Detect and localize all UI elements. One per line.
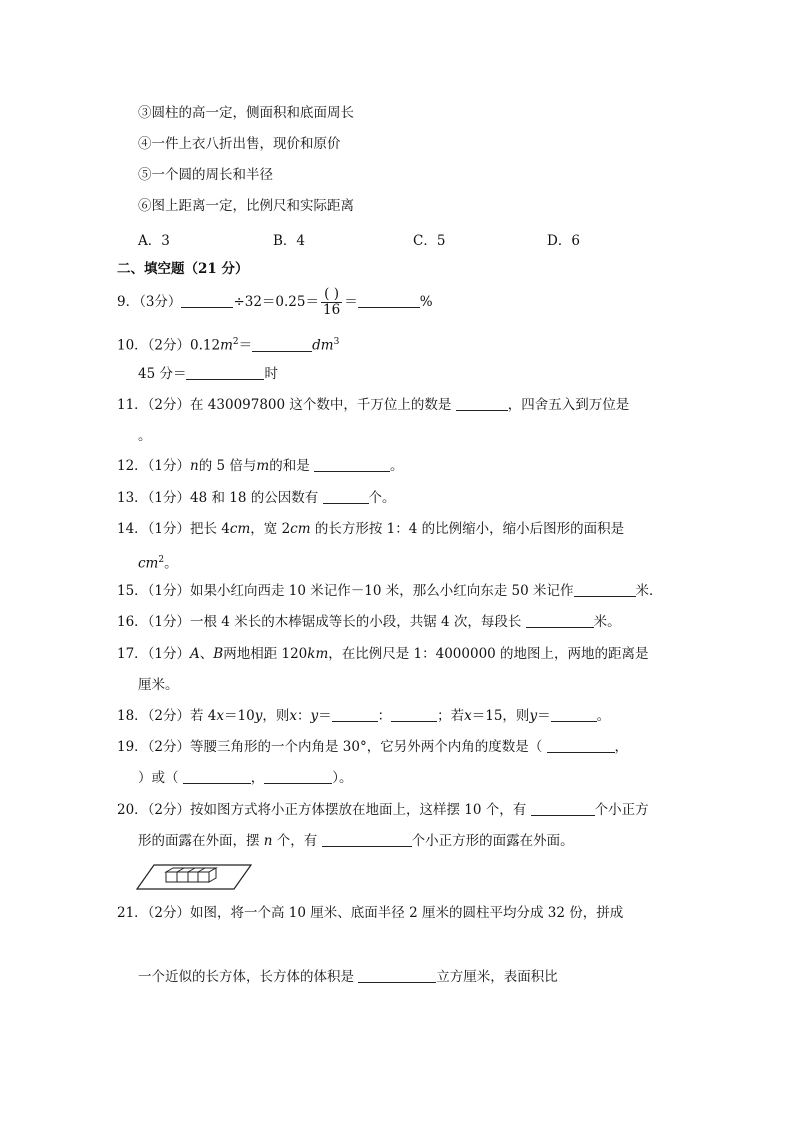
question-10 [117,333,339,355]
q17-sep: 、 [199,646,214,662]
q9-percent: % [419,294,433,310]
choice-a: A．3 [138,233,170,249]
q14-unit-cm-1: cm [229,521,251,537]
q18-colon-2: ： [377,708,392,724]
q12-var-n: n [190,458,199,474]
q18-colon: ： [296,708,311,724]
q18-var-y-3: y [529,708,538,724]
q17-unit-km: km [307,646,329,662]
q12-blank[interactable] [314,457,390,472]
question-14 [117,520,624,538]
q18-prefix: 18．（2分）若 4 [117,708,217,724]
question-17-line-2: 厘米。 [138,677,179,693]
q18-eq-4: ＝ [537,708,551,724]
q18-mid: ，则 [262,708,290,724]
choice-c: C．5 [413,233,446,249]
q11-blank[interactable] [456,396,508,411]
q18-semi: ；若 [437,708,465,724]
q18-blank-1[interactable] [332,707,378,722]
q9-equals: ＝ [344,294,358,310]
q10-blank-1[interactable] [252,337,312,352]
q19-text: 19．（2分）等腰三角形的一个内角是 30°，它另外两个内角的度数是（ [117,739,543,755]
cubes-on-ground-figure [136,862,252,890]
q10-prefix: 10．（2分）0.12 [117,337,221,354]
option-6: ⑥图上距离一定，比例尺和实际距离 [138,198,354,214]
question-21-line-2 [138,968,558,986]
q20-line2: 形的面露在外面，摆 [138,833,260,849]
q19-line2-end: ）。 [332,770,353,786]
question-12 [117,457,404,475]
q18-var-y-2: y [310,708,319,724]
question-14-line-2 [138,551,178,573]
question-11 [117,396,629,414]
q21-blank[interactable] [358,968,436,983]
q14-text: 14．（1分）把长 4 [117,521,230,537]
q9-fraction-numerator: ( ) [321,287,342,303]
q20-blank-1[interactable] [531,801,595,816]
q12-tail: 的和是 [269,458,310,474]
q20-tail: 个小正方 [594,802,649,818]
q13-text: 13．（1分）48 和 18 的公因数有 [117,490,319,506]
question-10-line-2 [138,365,278,383]
question-19 [117,738,628,756]
q21-line2: 一个近似的长方体，长方体的体积是 [138,969,354,985]
section-title: 二、填空题（21 分） [117,261,249,277]
q16-blank[interactable] [526,613,594,628]
question-17 [117,645,649,663]
q14-tail: 的长方形按 1：4 的比例缩小，缩小后图形的面积是 [314,521,625,537]
question-19-line-2 [138,769,353,787]
option-5: ⑤一个圆的周长和半径 [138,167,273,183]
q9-blank-1[interactable] [181,293,233,308]
q17-prefix: 17．（1分） [117,646,191,662]
option-3: ③圆柱的高一定，侧面积和底面周长 [138,105,354,121]
q16-tail: 米。 [593,614,621,630]
q12-end: 。 [390,458,404,474]
q20-line2-end: 个小正方形的面露在外面。 [411,833,574,849]
q18-eq: ＝10 [224,708,255,724]
question-18 [117,707,610,725]
q9-prefix: 9．（3分） [117,294,182,310]
q16-text: 16．（1分）一根 4 米长的木棒锯成等长的小段，共锯 4 次，每段长 [117,614,522,630]
q18-var-x-3: x [464,708,472,724]
q11-text: 11．（2分）在 430097800 这个数中，千万位上的数是 [117,397,452,413]
cube-row [166,868,216,882]
q17-point-a: A [190,646,200,662]
choice-b: B．4 [273,233,306,249]
q18-var-x-2: x [289,708,297,724]
q10-equals: ＝ [238,337,253,354]
q10-unit-m: m [220,337,233,354]
q14-unit-cm-3: cm [138,555,159,572]
q10-line2-label: 45 分＝ [138,366,187,382]
q19-blank-2[interactable] [183,769,251,784]
q9-division: ÷32＝0.25＝ [233,294,319,310]
q20-text: 20．（2分）按如图方式将小正方体摆放在地面上，这样摆 10 个，有 [117,802,527,818]
q10-unit-hour: 时 [264,366,278,382]
q11-tail: ，四舍五入到万位是 [507,397,630,413]
q12-prefix: 12．（1分） [117,458,191,474]
q14-sup: 2 [158,555,165,565]
q18-eq-2: ＝ [318,708,332,724]
q15-blank[interactable] [574,582,636,597]
q19-blank-1[interactable] [547,738,615,753]
option-4: ④一件上衣八折出售，现价和原价 [138,136,341,152]
question-21: 21．（2分）如图，将一个高 10 厘米、底面半径 2 厘米的圆柱平均分成 32 份，拼成 [117,905,624,921]
q9-fraction [321,287,342,318]
q21-line2-tail: 立方厘米，表面积比 [436,969,558,985]
q19-blank-3[interactable] [264,769,332,784]
question-20 [117,801,649,819]
q14-unit-cm-2: cm [290,521,311,537]
q10-sup-1: 2 [232,337,239,347]
q13-blank[interactable] [323,489,369,504]
q15-tail: 米． [635,583,663,599]
q13-tail: 个。 [368,490,396,506]
question-16 [117,613,621,631]
q17-tail: ，在比例尺是 1：4000000 的地图上，两地的距离是 [328,646,649,662]
choice-d: D．6 [547,233,580,249]
q20-var-n: n [263,833,273,849]
q18-var-x-1: x [216,708,225,724]
q12-var-m: m [256,458,270,474]
q10-sup-2: 3 [333,337,340,347]
q19-line2-start: ）或（ [138,770,179,786]
q20-line2-mid: 个，有 [276,833,318,849]
question-20-line-2 [138,832,574,850]
question-9 [117,286,433,318]
q18-eq-3: ＝15，则 [471,708,530,724]
q17-point-b: B [213,646,224,662]
q15-text: 15．（1分）如果小红向西走 10 米记作－10 米，那么小红向东走 50 米记作 [117,583,574,599]
q19-comma: ， [614,739,629,755]
q14-end: 。 [164,555,178,572]
q18-blank-3[interactable] [551,707,597,722]
question-15 [117,582,663,600]
q18-end: 。 [596,708,611,724]
q14-mid: ，宽 2 [250,521,291,537]
q20-blank-2[interactable] [322,832,412,847]
q9-fraction-denominator: 16 [323,302,341,318]
question-13 [117,489,396,507]
q10-blank-2[interactable] [186,365,264,380]
q9-blank-2[interactable] [358,293,420,308]
q10-unit-dm: dm [312,337,334,354]
q17-text: 两地相距 120 [223,646,308,662]
q18-var-y-1: y [254,708,263,724]
q18-blank-2[interactable] [391,707,437,722]
q12-mid: 的 5 倍与 [198,458,257,474]
question-11-line-2: 。 [138,428,152,444]
q19-line2-comma: ， [250,770,265,786]
